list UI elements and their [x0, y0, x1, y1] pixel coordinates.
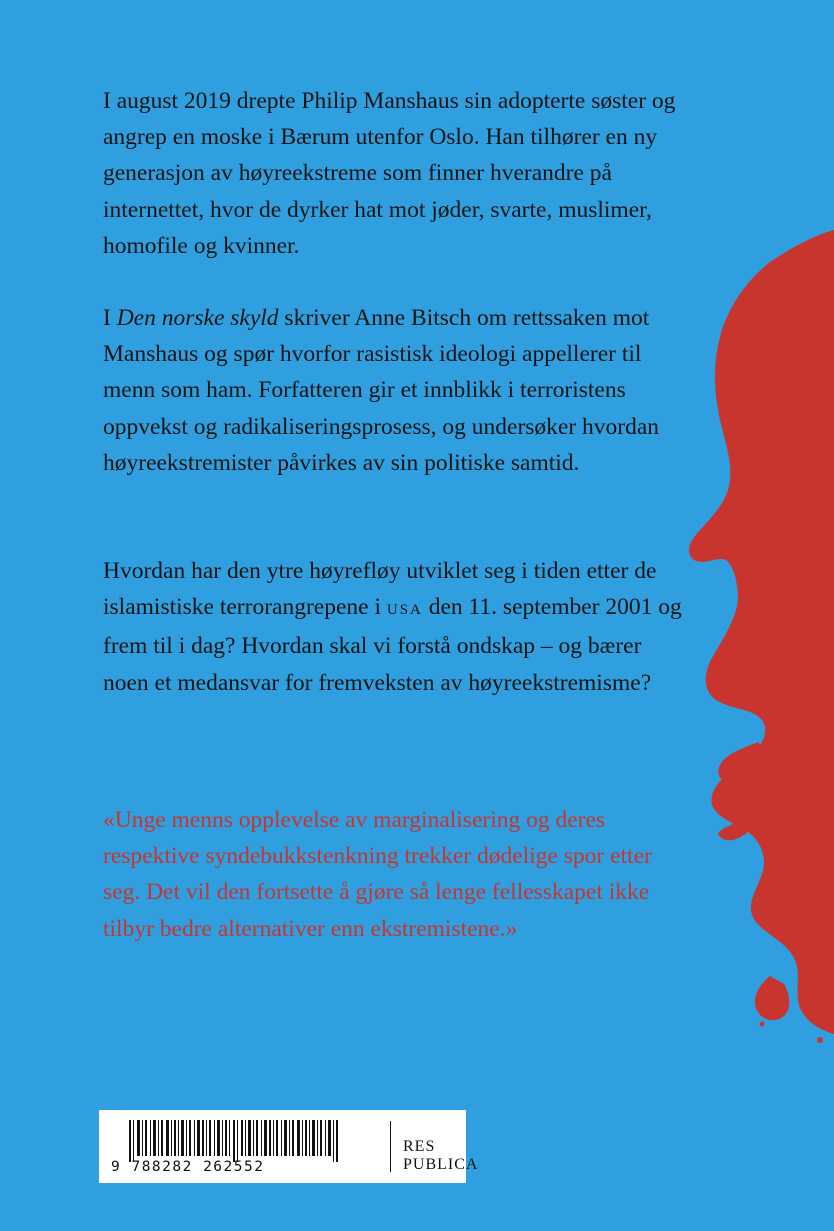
barcode-panel — [99, 1110, 479, 1183]
abbreviation-usa: USA — [386, 602, 423, 619]
blurb-paragraph-1 — [103, 83, 683, 264]
publisher-name: RES PUBLICA — [403, 1138, 479, 1173]
book-title: Den norske skyld — [116, 305, 279, 331]
blurb-paragraph-3 — [103, 553, 683, 701]
isbn-number: 9 788282 262552 — [111, 1159, 265, 1175]
paragraph-text — [103, 300, 683, 481]
paragraph-text: I august 2019 drepte Philip Manshaus sin adopterte søster og angrep en moske i Bærum utenfor Oslo. Han tilhører en ny generasjon av høyreekstreme som finner hverandre på internettet, hvor de dyrker hat mot jøder, svarte, muslimer, homofile og kvinner. — [103, 88, 676, 259]
barcode-divider — [390, 1121, 391, 1172]
blurb-paragraph-2 — [103, 300, 683, 481]
paragraph-before: Hvordan har den ytre høyrefløy utviklet seg i tiden etter de islamistiske terrorangrepene i — [103, 558, 657, 621]
paragraph-after: den 11. september 2001 og frem til i dag? Hvordan skal vi forstå ondskap – og bærer noen et medansvar for fremveksten av høyreekstremisme? — [103, 594, 682, 696]
barcode-icon — [111, 1120, 371, 1162]
paragraph-lead: I — [103, 305, 117, 331]
paragraph-text — [103, 553, 683, 701]
paragraph-rest: skriver Anne Bitsch om rettssaken mot Manshaus og spør hvorfor rasistisk ideologi appellerer til menn som ham. Forfatteren gir et innblikk i terroristens oppvekst og radikaliseringsprosess, og undersøker hvordan høyreekstremister påvirkes av sin politiske samtid. — [103, 305, 660, 476]
pull-quote: «Unge menns opplevelse av marginalisering og deres respektive syndebukkstenkning trekker dødelige spor etter seg. Det vil den fortsette å gjøre så lenge fellesskapet ikke tilbyr bedre alternativer enn ekstremistene.» — [103, 807, 652, 942]
